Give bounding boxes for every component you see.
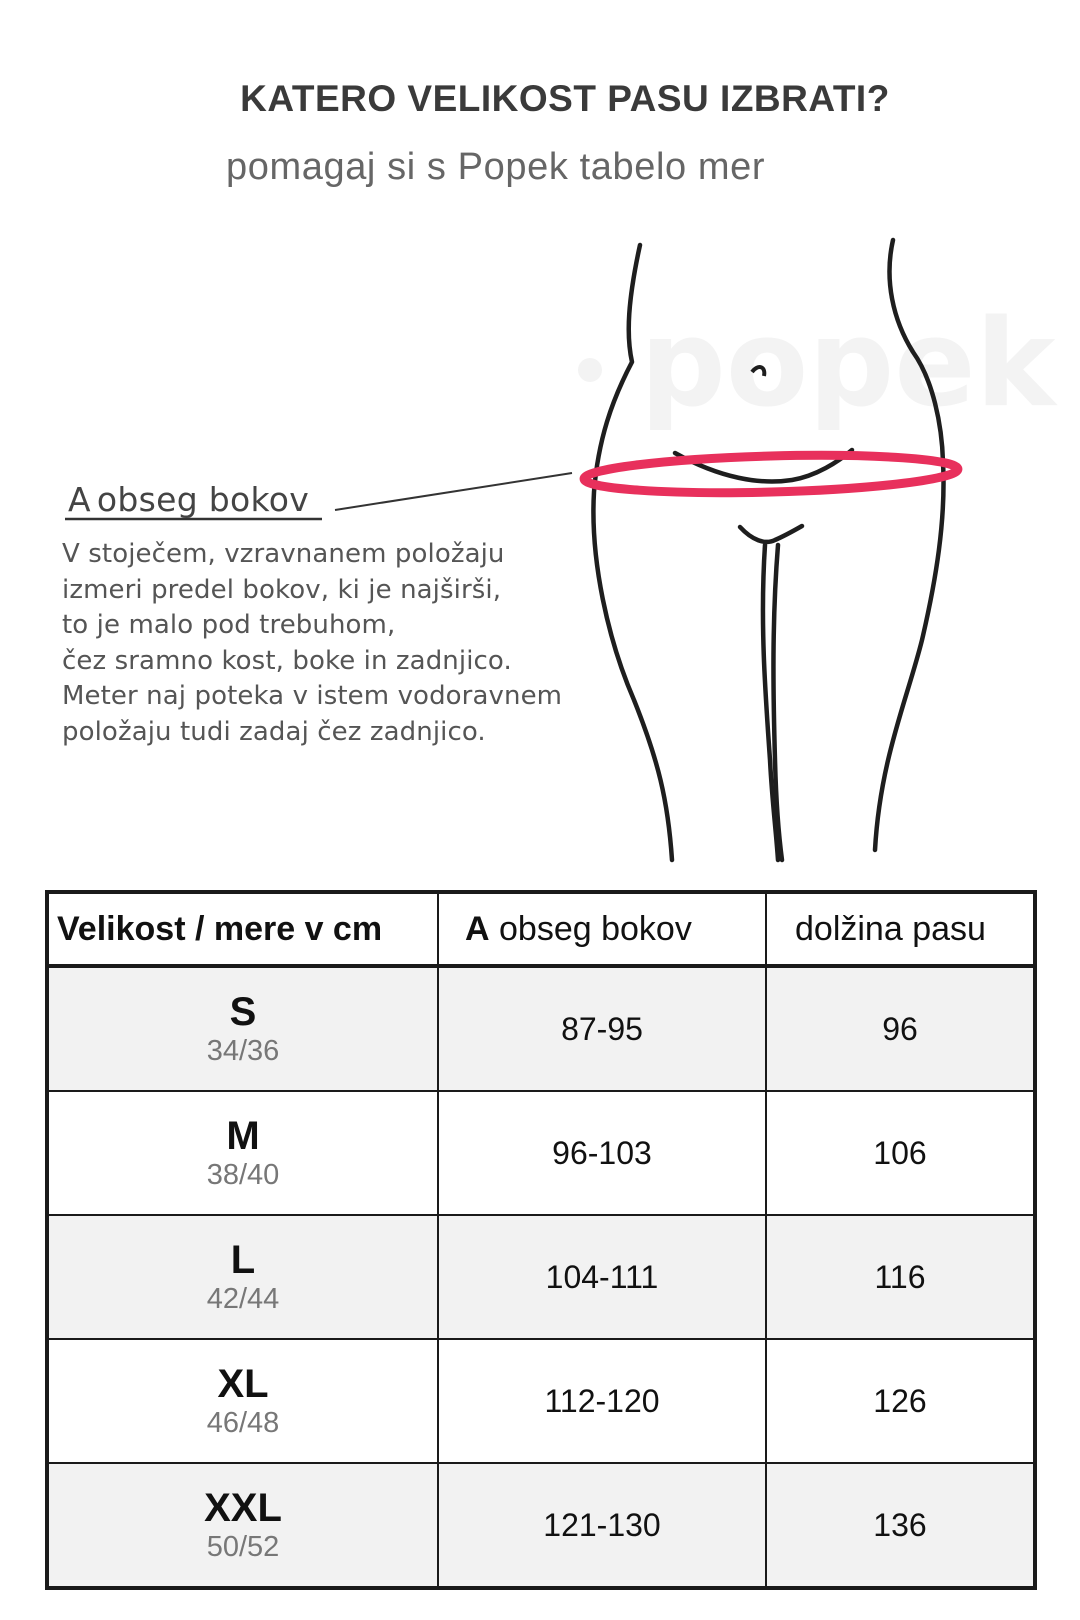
size-cell <box>47 966 438 1091</box>
instruction-line: Meter naj poteka v istem vodoravnem <box>62 681 563 711</box>
instruction-line: položaju tudi zadaj čez zadnjico. <box>62 716 486 747</box>
size-cell <box>47 1339 438 1463</box>
hip-cell: 87-95 <box>438 966 766 1091</box>
size-eu: 50/52 <box>206 1531 280 1563</box>
page-subtitle: pomagaj si s Popek tabelo mer <box>226 146 766 188</box>
length-cell: 126 <box>766 1339 1035 1463</box>
header-hip <box>438 892 766 966</box>
header-hip-label: obseg bokov <box>499 909 692 948</box>
size-eu: 42/44 <box>206 1283 280 1315</box>
table-row <box>47 1463 1035 1588</box>
size-cell <box>47 1463 438 1588</box>
size-code: XXL <box>204 1486 282 1530</box>
table-row <box>47 966 1035 1091</box>
size-eu: 34/36 <box>206 1035 280 1067</box>
hip-measure-label <box>68 480 309 519</box>
size-eu: 38/40 <box>206 1159 280 1191</box>
page-title: KATERO VELIKOST PASU IZBRATI? <box>240 78 890 119</box>
pointer-line <box>335 473 572 510</box>
size-eu: 46/48 <box>206 1407 280 1439</box>
instruction-line: izmeri predel bokov, ki je najširši, <box>62 574 502 605</box>
header-length: dolžina pasu <box>766 892 1035 966</box>
instruction-line: to je malo pod trebuhom, <box>62 610 396 640</box>
size-code: L <box>230 1238 256 1282</box>
hip-measure-instructions <box>62 537 582 750</box>
length-cell: 136 <box>766 1463 1035 1588</box>
popek-watermark: popek <box>640 295 1056 434</box>
length-cell: 116 <box>766 1215 1035 1339</box>
hip-measure-name: obseg bokov <box>96 480 310 519</box>
table-row <box>47 1215 1035 1339</box>
length-cell: 96 <box>766 966 1035 1091</box>
size-chart-table <box>45 890 1037 1590</box>
size-cell <box>47 1215 438 1339</box>
length-cell: 106 <box>766 1091 1035 1215</box>
hip-cell: 121-130 <box>438 1463 766 1588</box>
hip-cell: 96-103 <box>438 1091 766 1215</box>
table-header-row <box>47 892 1035 966</box>
size-code: XL <box>217 1362 269 1406</box>
hip-measure-letter: A <box>68 480 91 519</box>
header-size: Velikost / mere v cm <box>47 892 438 966</box>
thigh-gap <box>740 526 802 542</box>
instruction-line: V stoječem, vzravnanem položaju <box>62 539 505 569</box>
size-cell <box>47 1091 438 1215</box>
instruction-line: čez sramno kost, boke in zadnjico. <box>62 645 512 676</box>
hip-measure-band <box>584 451 959 497</box>
header-hip-letter: A <box>465 909 490 948</box>
size-code: S <box>229 990 257 1034</box>
watermark-dot <box>578 358 602 382</box>
table-row <box>47 1091 1035 1215</box>
hip-cell: 104-111 <box>438 1215 766 1339</box>
size-code: M <box>226 1114 260 1158</box>
table-row <box>47 1339 1035 1463</box>
hip-cell: 112-120 <box>438 1339 766 1463</box>
